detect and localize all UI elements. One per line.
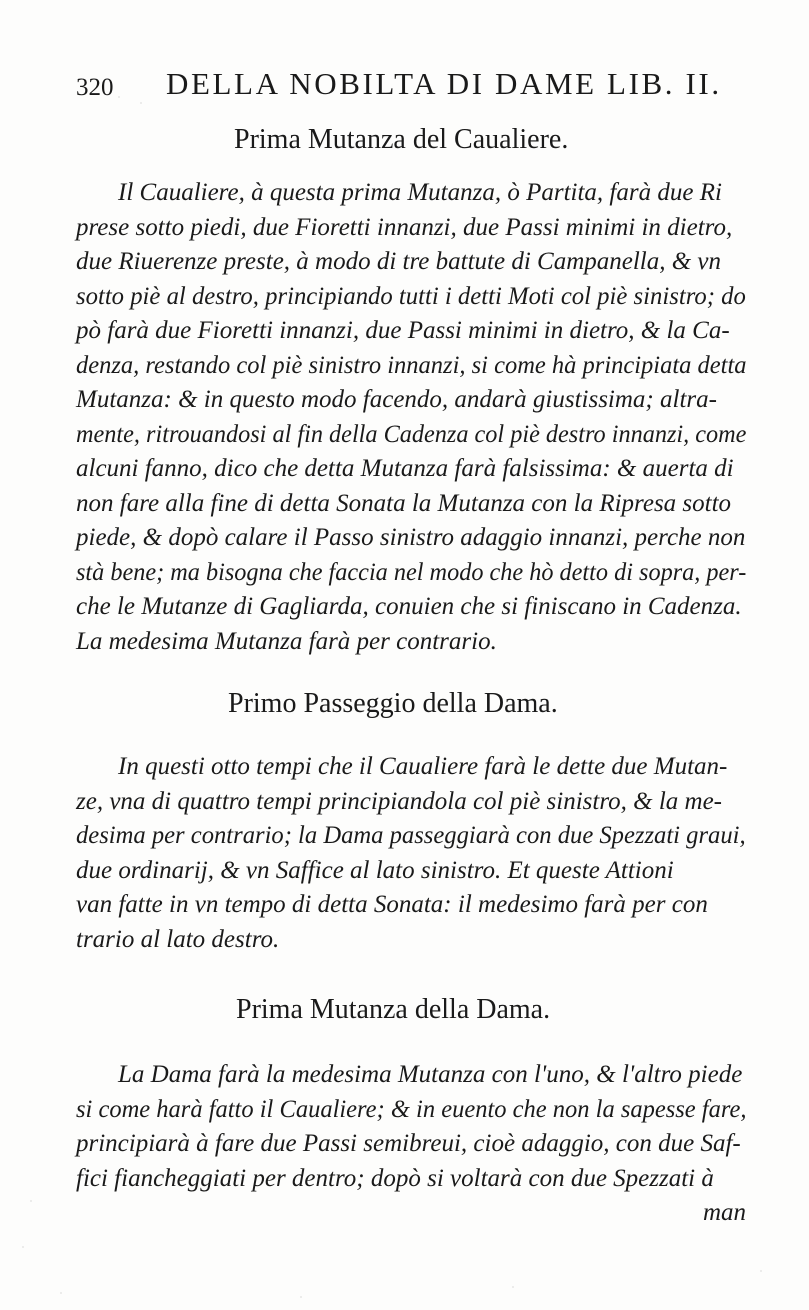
text-line: che le Mutanze di Gagliarda, conuien che si finiscano in Cadenza.: [76, 593, 742, 620]
text-line: fici fiancheggiati per dentro; dopò si voltarà con due Spezzati à: [76, 1164, 714, 1192]
section-body: [76, 750, 746, 957]
text-line: non fare alla fine di detta Sonata la Mutanza con la Ripresa sotto: [76, 489, 732, 517]
text-line: due Riuerenze preste, à modo di tre battute di Campanella, & vn: [76, 248, 722, 275]
running-head-title: DELLA NOBILTA DI DAME LIB. II.: [166, 66, 722, 101]
section-title: Prima Mutanza della Dama.: [236, 994, 551, 1025]
text-line: La Dama farà la medesima Mutanza con l'uno, & l'altro piede: [118, 1061, 743, 1088]
text-line: denza, restando col piè sinistro innanzi, si come hà principiata detta: [76, 351, 747, 379]
text-line: piede, & dopò calare il Passo sinistro adaggio innanzi, perche non: [76, 524, 746, 551]
text-line: sotto piè al destro, principiando tutti i detti Moti col piè sinistro; do: [76, 282, 746, 310]
paper-speckle: [760, 1270, 762, 1272]
text-line: La medesima Mutanza farà per contrario.: [76, 627, 497, 655]
text-line: si come harà fatto il Caualiere; & in euento che non la sapesse fare,: [76, 1095, 747, 1123]
paper-speckle: [300, 1296, 302, 1298]
text-line: mente, ritrouandosi al fin della Cadenza col piè destro innanzi, come: [76, 420, 747, 448]
paper-speckle: [60, 1292, 62, 1294]
page-number: 320: [76, 74, 114, 101]
text-line: van fatte in vn tempo di detta Sonata: il medesimo farà per con: [76, 891, 708, 918]
text-line: Mutanza: & in questo modo facendo, andarà giustissima; altra-: [76, 386, 717, 413]
text-line: principiarà à fare due Passi semibreui, cioè adaggio, con due Saf-: [76, 1130, 741, 1157]
paper-speckle: [30, 1200, 32, 1202]
text-line: alcuni fanno, dico che detta Mutanza farà falsissima: & auerta di: [76, 455, 734, 482]
text-line: pò farà due Fioretti innanzi, due Passi minimi in dietro, & la Ca-: [76, 317, 730, 344]
text-line: ze, vna di quattro tempi principiandola col piè sinistro, & la me-: [76, 787, 723, 815]
paper-speckle: [512, 1286, 514, 1288]
text-line: desima per contrario; la Dama passeggiarà con due Spezzati graui,: [76, 822, 746, 849]
section-title: Primo Passeggio della Dama.: [228, 688, 558, 719]
section-title: Prima Mutanza del Caualiere.: [234, 124, 569, 155]
text-line: In questi otto tempi che il Caualiere farà le dette due Mutan-: [118, 753, 728, 780]
text-line: Il Caualiere, à questa prima Mutanza, ò Partita, farà due Ri: [118, 179, 722, 206]
section-body: [76, 176, 746, 659]
text-line: trario al lato destro.: [76, 925, 280, 953]
text-line: stà bene; ma bisogna che faccia nel modo che hò detto di sopra, per-: [76, 558, 747, 586]
text-line: prese sotto piedi, due Fioretti innanzi, due Passi minimi in dietro,: [76, 213, 733, 241]
section-body: [76, 1058, 746, 1231]
text-line: due ordinarij, & vn Saffice al lato sinistro. Et queste Attioni: [76, 856, 674, 884]
paper-speckle: [22, 1246, 24, 1248]
catchword: man: [702, 1199, 746, 1226]
running-header: [76, 64, 722, 104]
